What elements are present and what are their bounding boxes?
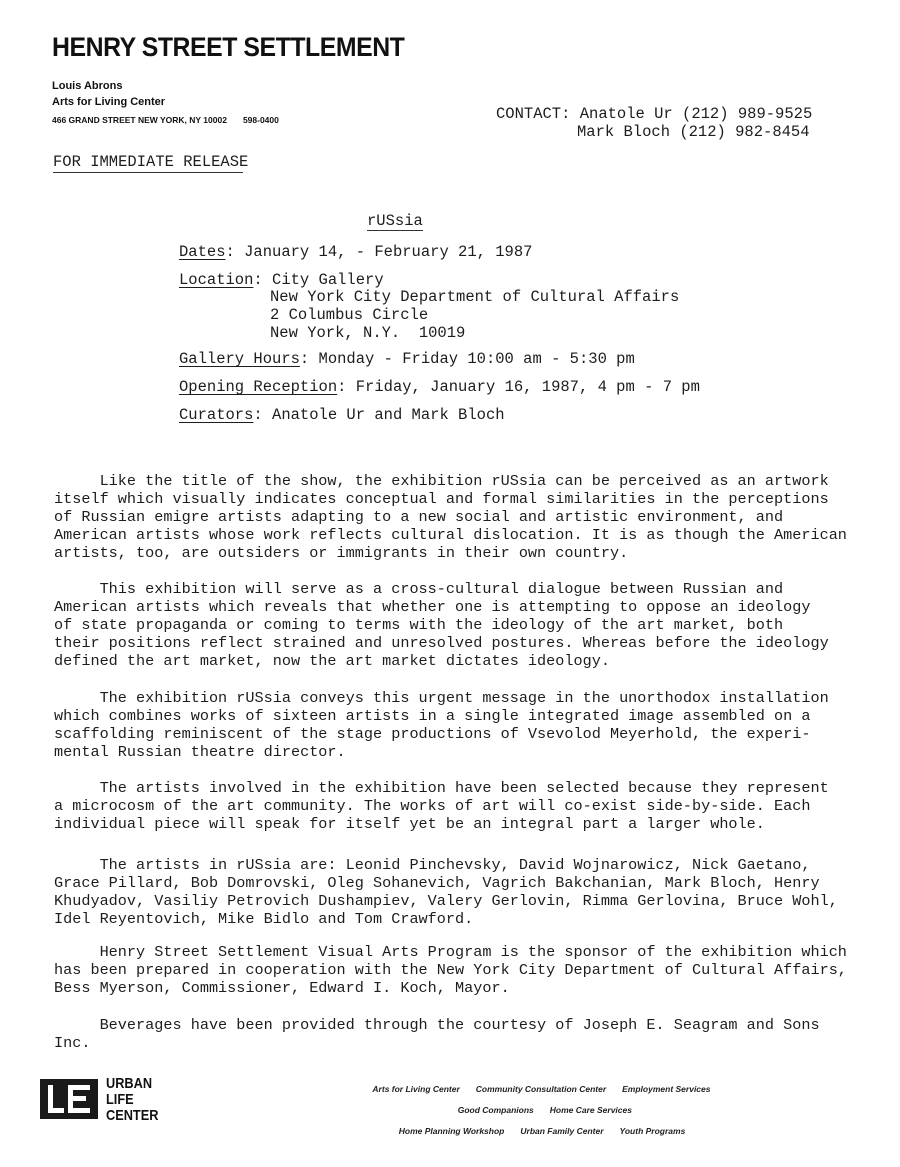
service-item: Community Consultation Center	[475, 1084, 607, 1094]
reception-value: : Friday, January 16, 1987, 4 pm - 7 pm	[337, 378, 700, 396]
body-paragraph-5: The artists in rUSsia are: Leonid Pinchevsky, David Wojnarowicz, Nick Gaetano, Grace Pillard, Bob Domrovski, Oleg Sohanevich, Vagrich Bakchanian, Mark Bloch, Henry Khudyadov, Vasiliy Petrovich Dushampiev, Valery Gerlovin, Rimma Gerlovina, Bruce Wohl, Idel Reyentovich, Mike Bidlo and Tom Crawford.	[54, 856, 838, 929]
curators-value: : Anatole Ur and Mark Bloch	[253, 406, 505, 424]
hours-row	[179, 350, 635, 368]
release-label: FOR IMMEDIATE RELEASE	[53, 153, 249, 171]
body-paragraph-4: The artists involved in the exhibition have been selected because they represent a microcosm of the art community. The works of art will co-exist side-by-side. Each individual piece will speak for itself yet be an integral part a larger whole.	[54, 779, 829, 834]
body-paragraph-6: Henry Street Settlement Visual Arts Program is the sponsor of the exhibition which has been prepared in cooperation with the New York City Department of Cultural Affairs, Bess Myerson, Commissioner, Edward I. Koch, Mayor.	[54, 943, 847, 998]
location-row	[179, 271, 384, 289]
hours-label: Gallery Hours	[179, 350, 300, 368]
center-name-line-2: Arts for Living Center	[52, 96, 166, 108]
ulc-name-line-3: CENTER	[106, 1107, 159, 1124]
curators-row	[179, 406, 505, 424]
address-line	[52, 115, 279, 125]
ulc-name-line-2: LIFE	[106, 1091, 134, 1108]
street-address: 466 GRAND STREET NEW YORK, NY 10002	[52, 115, 227, 125]
dates-label: Dates	[179, 243, 226, 261]
location-line-4: New York, N.Y. 10019	[270, 324, 466, 342]
dates-value: : January 14, - February 21, 1987	[225, 243, 533, 261]
services-row-1	[368, 1074, 727, 1094]
location-line-3: 2 Columbus Circle	[270, 306, 429, 324]
service-item: Home Planning Workshop	[398, 1126, 505, 1136]
release-underline	[53, 172, 243, 173]
location-label: Location	[179, 271, 254, 289]
center-name-line-1: Louis Abrons	[52, 80, 123, 92]
contact-line-2: Mark Bloch (212) 982-8454	[577, 123, 810, 141]
service-item: Arts for Living Center	[372, 1084, 460, 1094]
contact-line-1: CONTACT: Anatole Ur (212) 989-9525	[496, 105, 813, 123]
hours-value: : Monday - Friday 10:00 am - 5:30 pm	[299, 350, 635, 368]
title-underline	[367, 230, 423, 231]
services-row-3	[394, 1116, 701, 1136]
services-row-2	[453, 1095, 648, 1115]
reception-label: Opening Reception	[179, 378, 338, 396]
service-item: Employment Services	[622, 1084, 711, 1094]
ulc-name-line-1: URBAN	[106, 1075, 153, 1092]
show-title: rUSsia	[367, 212, 423, 230]
service-item: Good Companions	[457, 1105, 534, 1115]
body-paragraph-1: Like the title of the show, the exhibition rUSsia can be perceived as an artwork itself which visually indicates conceptual and formal similarities in the perceptions of Russian emigre artists adapting to a new social and artistic environment, and American artists whose work reflects cultural dislocation. It is as though the American artists, too, are outsiders or immigrants in their own country.	[54, 472, 847, 563]
phone-number: 598-0400	[242, 115, 279, 125]
location-line-1: : City Gallery	[253, 271, 384, 289]
urban-life-center-logo-icon	[40, 1079, 98, 1119]
service-item: Urban Family Center	[520, 1126, 604, 1136]
service-item: Home Care Services	[549, 1105, 632, 1115]
urban-life-center-name	[106, 1076, 158, 1124]
body-paragraph-3: The exhibition rUSsia conveys this urgent message in the unorthodox installation which combines works of sixteen artists in a single integrated image assembled on a scaffolding reminiscent of the stage productions of Vsevolod Meyerhold, the experi- mental Russian theatre director.	[54, 689, 829, 762]
body-paragraph-2: This exhibition will serve as a cross-cultural dialogue between Russian and American artists which reveals that whether one is attempting to oppose an ideology of state propaganda or coming to terms with the ideology of the art market, both their positions reflect strained and unresolved postures. Whereas before the ideology defined the art market, now the art market dictates ideology.	[54, 580, 829, 671]
dates-row	[179, 243, 532, 261]
curators-label: Curators	[179, 406, 254, 424]
org-name: HENRY STREET SETTLEMENT	[52, 32, 405, 62]
reception-row	[179, 378, 700, 396]
location-line-2: New York City Department of Cultural Affairs	[270, 288, 680, 306]
service-item: Youth Programs	[619, 1126, 686, 1136]
body-paragraph-7: Beverages have been provided through the courtesy of Joseph E. Seagram and Sons Inc.	[54, 1016, 820, 1053]
